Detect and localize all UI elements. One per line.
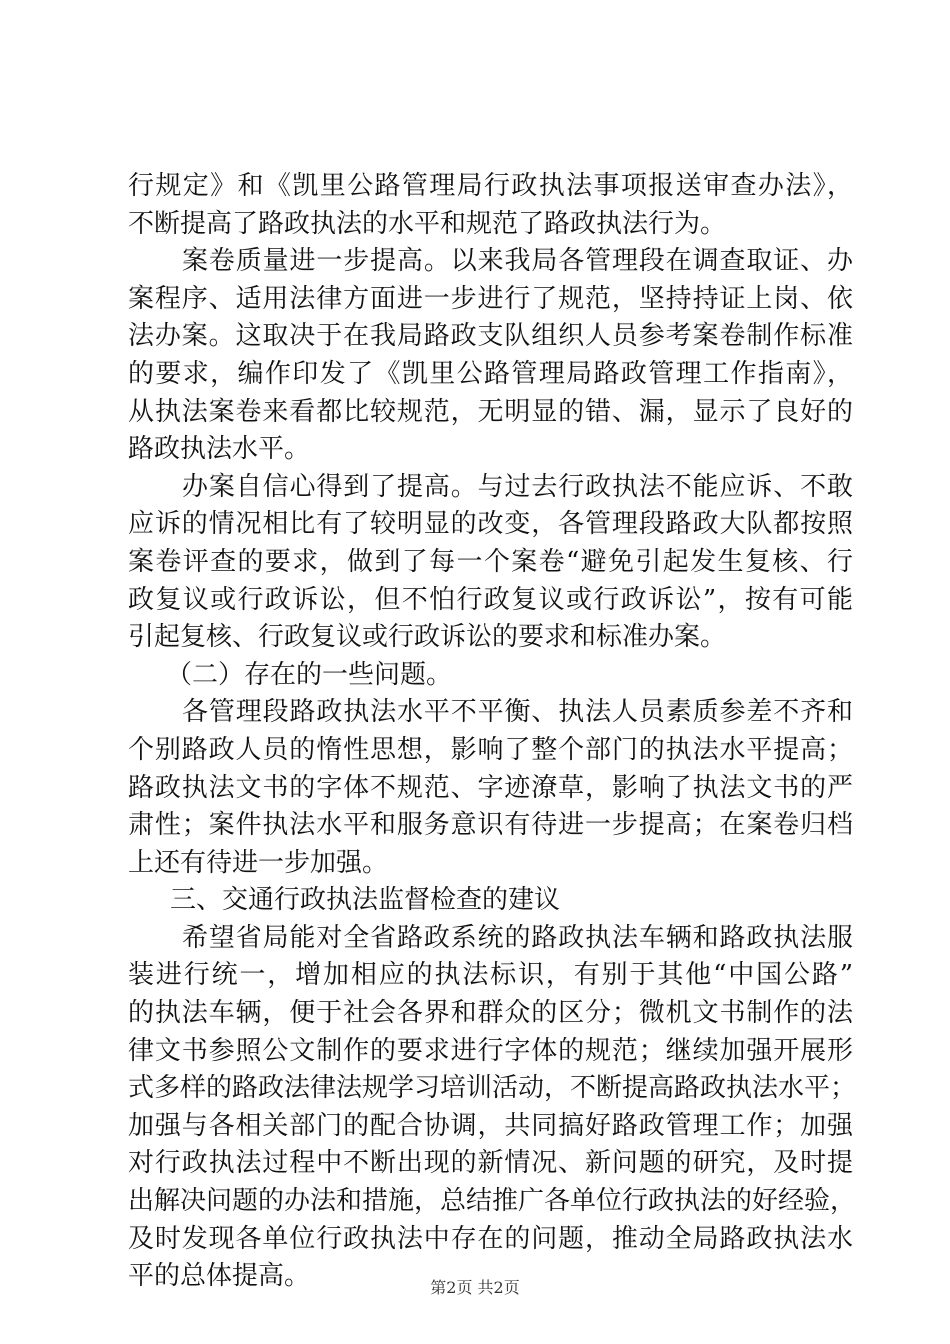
text-line: 行规定》和《凯里公路管理局行政执法事项报送审查办法》， [128, 171, 853, 201]
text-line: 案卷质量进一步提高。以来我局各管理段在调查取证、办 [182, 246, 853, 277]
text-line: 个别路政人员的惰性思想，影响了整个部门的执法水平提高； [128, 734, 853, 765]
text-line: （二）存在的一些问题。 [166, 659, 453, 690]
page-number-footer: 第2页 共2页 [430, 1278, 520, 1297]
text-line: 加强与各相关部门的配合协调，共同搞好路政管理工作；加强 [128, 1110, 853, 1141]
text-line: 希望省局能对全省路政系统的路政执法车辆和路政执法服 [182, 922, 853, 953]
text-line: 应诉的情况相比有了较明显的改变，各管理段路政大队都按照 [128, 509, 853, 540]
text-line: 装进行统一，增加相应的执法标识，有别于其他“中国公路” [128, 960, 853, 991]
text-line: 对行政执法过程中不断出现的新情况、新问题的研究，及时提 [128, 1148, 853, 1179]
text-line: 平的总体提高。 [128, 1261, 311, 1292]
text-line: 办案自信心得到了提高。与过去行政执法不能应诉、不敢 [182, 471, 853, 502]
text-line: 上还有待进一步加强。 [128, 847, 389, 878]
text-line: 案程序、适用法律方面进一步进行了规范，坚持持证上岗、依 [128, 283, 853, 314]
text-line: 不断提高了路政执法的水平和规范了路政执法行为。 [128, 208, 727, 239]
text-line: 政复议或行政诉讼，但不怕行政复议或行政诉讼”，按有可能 [128, 584, 853, 615]
text-line: 法办案。这取决于在我局路政支队组织人员参考案卷制作标准 [128, 321, 853, 352]
text-line: 路政执法水平。 [128, 434, 311, 465]
text-line: 三、交通行政执法监督检查的建议 [170, 885, 561, 916]
text-line: 及时发现各单位行政执法中存在的问题，推动全局路政执法水 [128, 1223, 853, 1254]
text-line: 出解决问题的办法和措施，总结推广各单位行政执法的好经验， [128, 1186, 857, 1217]
text-line: 律文书参照公文制作的要求进行字体的规范；继续加强开展形 [128, 1035, 853, 1066]
text-line: 路政执法文书的字体不规范、字迹潦草，影响了执法文书的严 [128, 772, 853, 803]
document-body [128, 168, 857, 1296]
text-line: 的执法车辆，便于社会各界和群众的区分；微机文书制作的法 [128, 998, 853, 1029]
text-line: 从执法案卷来看都比较规范，无明显的错、漏，显示了良好的 [128, 396, 853, 427]
text-line: 的要求，编作印发了《凯里公路管理局路政管理工作指南》， [128, 358, 853, 389]
text-line: 肃性；案件执法水平和服务意识有待进一步提高；在案卷归档 [128, 810, 853, 841]
text-line: 各管理段路政执法水平不平衡、执法人员素质参差不齐和 [182, 697, 853, 728]
text-line: 式多样的路政法律法规学习培训活动，不断提高路政执法水平； [128, 1073, 857, 1104]
text-line: 引起复核、行政复议或行政诉讼的要求和标准办案。 [128, 622, 727, 653]
text-line: 案卷评查的要求，做到了每一个案卷“避免引起发生复核、行 [128, 546, 853, 577]
